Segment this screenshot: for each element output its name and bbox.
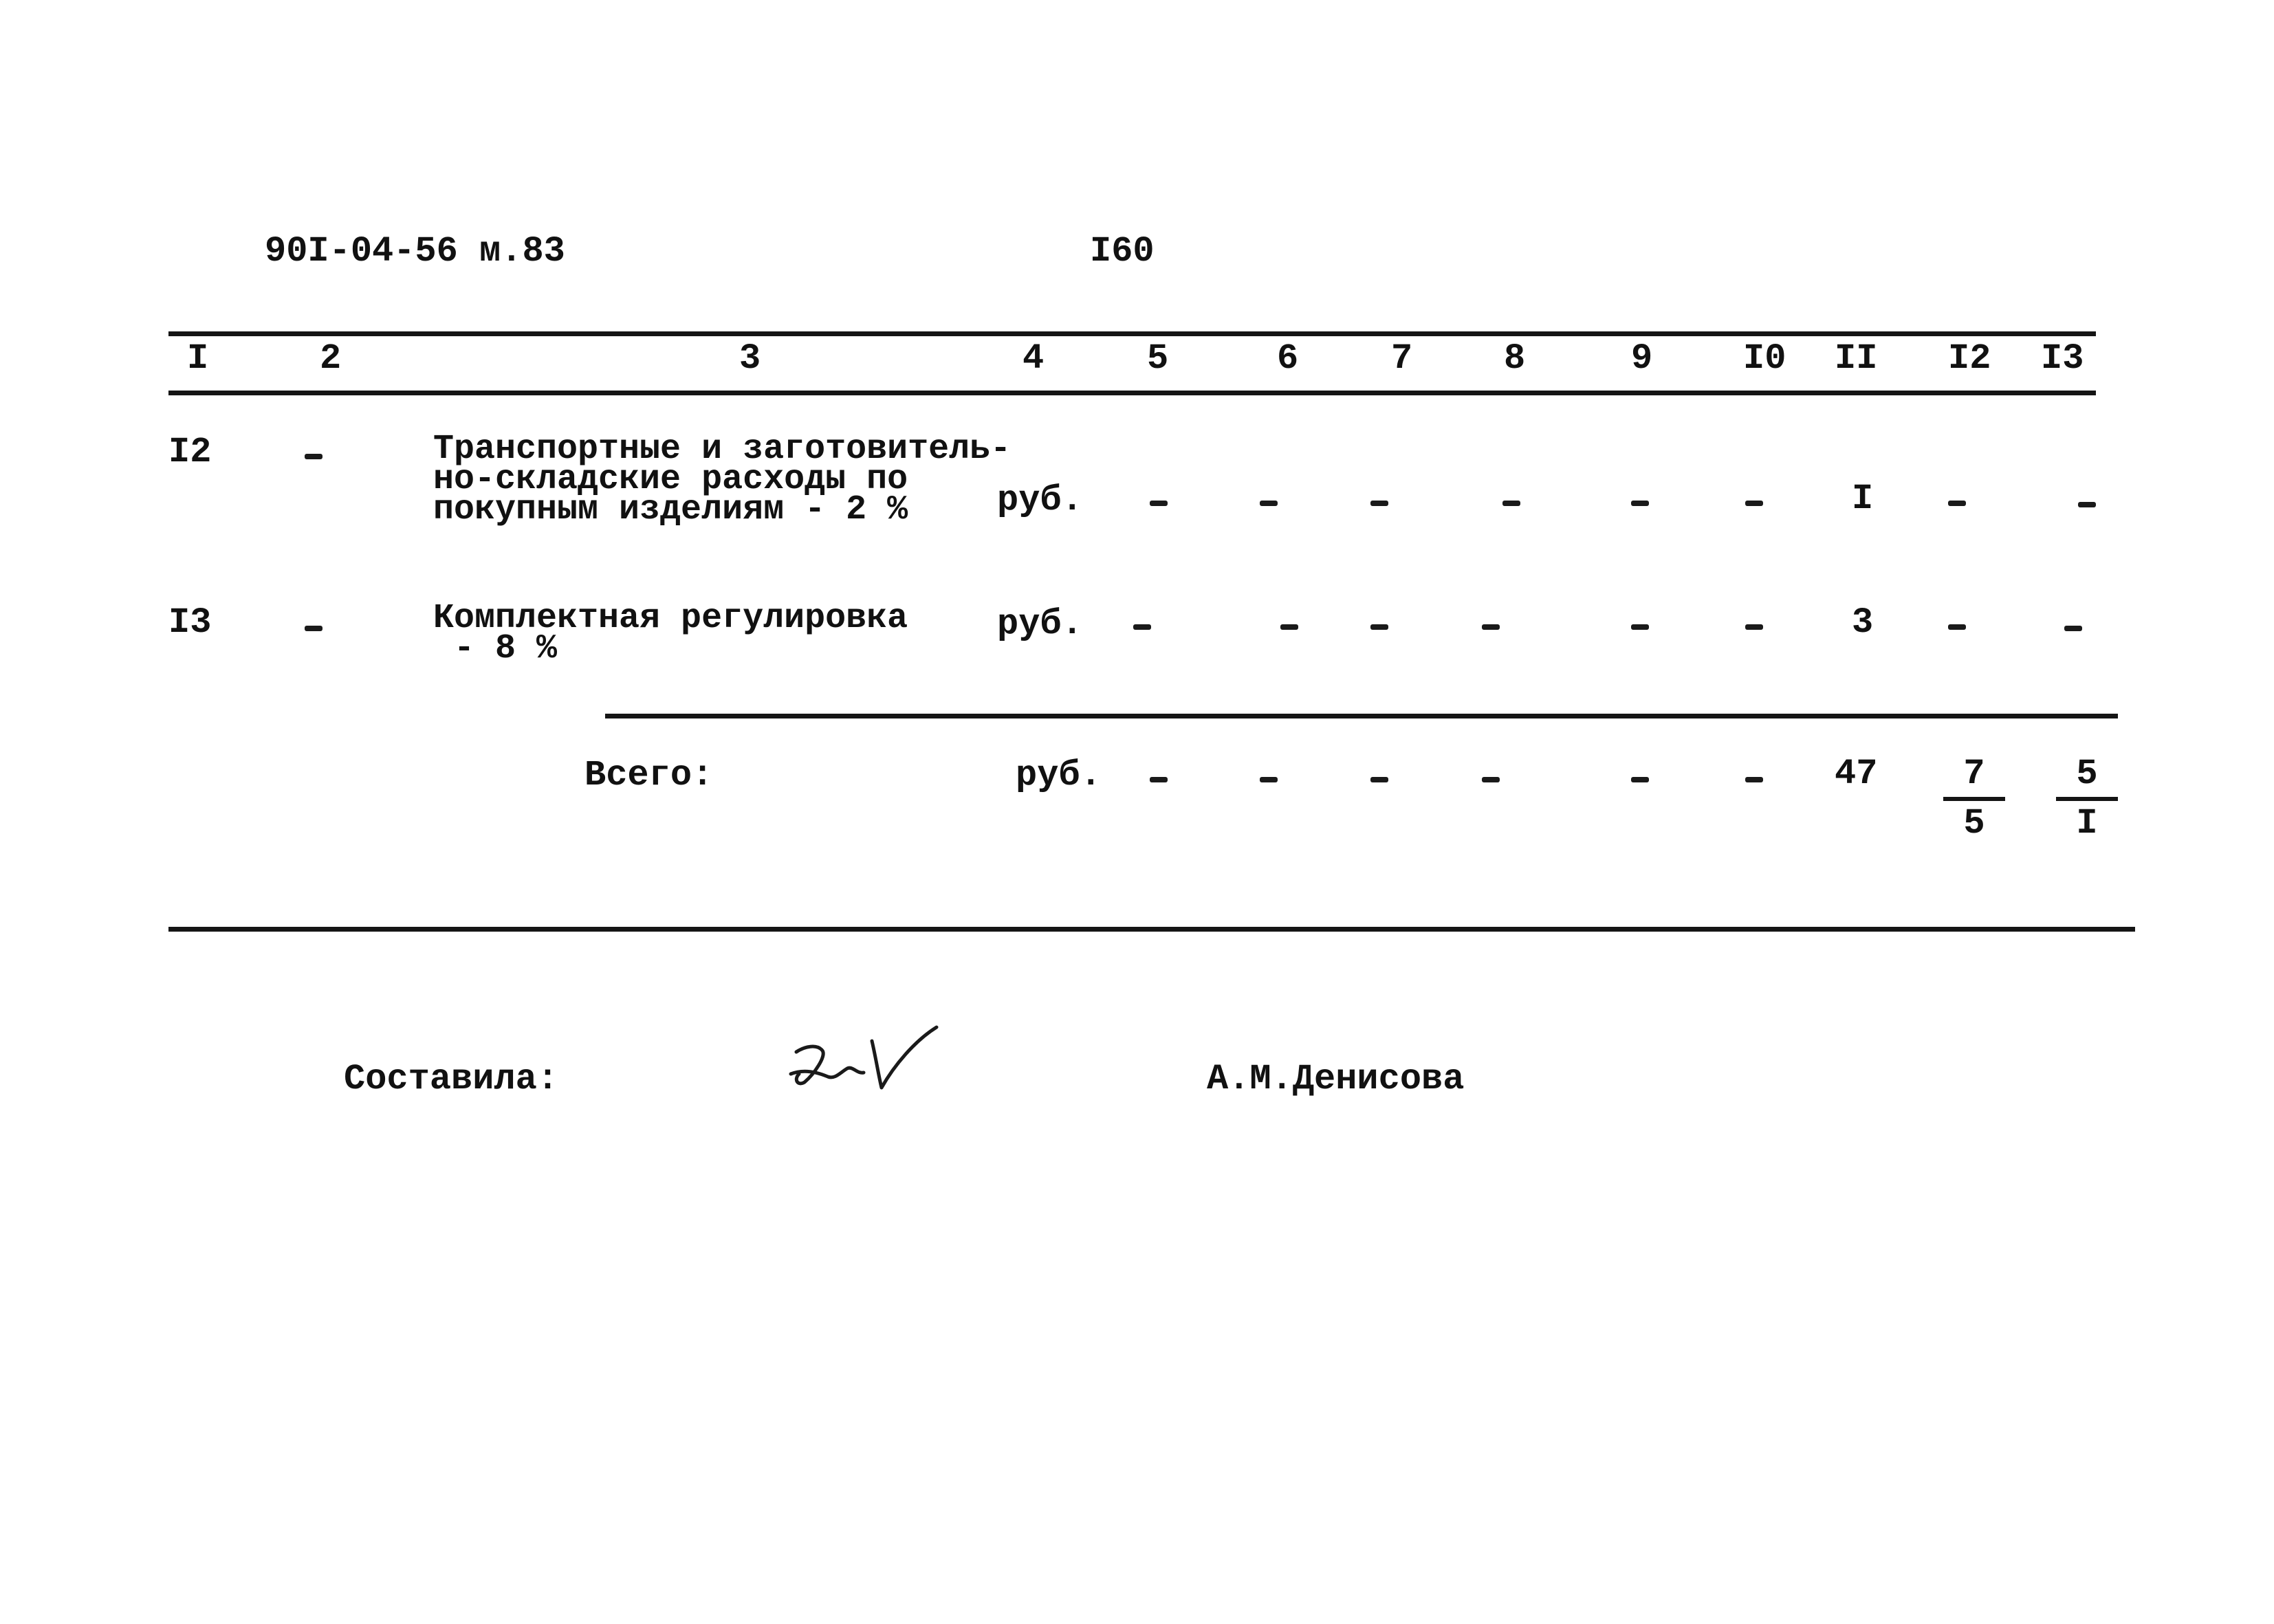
compiler-name: А.М.Денисова [1207, 1059, 1465, 1099]
fraction-denominator: 5 [1963, 803, 1985, 844]
row-unit: руб. [997, 604, 1083, 644]
total-fraction-col13 [2056, 753, 2118, 845]
table-bottom-rule [168, 927, 2135, 932]
column-header: 2 [320, 338, 342, 379]
code-dash [305, 454, 322, 459]
value-dash [1260, 501, 1278, 506]
row-number: I3 [168, 602, 212, 643]
column-header: 6 [1277, 338, 1299, 379]
value-dash [1745, 624, 1763, 630]
column-header: 3 [739, 338, 761, 379]
row-number: I2 [168, 432, 212, 472]
code-dash [305, 626, 322, 631]
fraction-numerator: 7 [1963, 754, 1985, 794]
value-dash [1133, 624, 1151, 630]
value-dash [1150, 777, 1168, 782]
total-rule [605, 714, 2118, 718]
value-dash [1948, 501, 1966, 506]
page-number: I60 [1090, 231, 1155, 272]
total-unit: руб. [1016, 755, 1102, 795]
column-header: I [187, 338, 209, 379]
value-dash [1745, 777, 1763, 782]
total-fraction-col12 [1943, 753, 2005, 845]
fraction-numerator: 5 [2076, 754, 2098, 794]
value-dash [2064, 626, 2082, 631]
value-dash [1280, 624, 1298, 630]
column-header: 5 [1147, 338, 1169, 379]
value-dash [1482, 624, 1500, 630]
column-header: 9 [1631, 338, 1653, 379]
column-header: I0 [1743, 338, 1786, 379]
signature [784, 1011, 949, 1114]
table-header-bottom-rule [168, 391, 2096, 395]
row-unit: руб. [997, 480, 1083, 520]
value-dash [1482, 777, 1500, 782]
value-dash [1745, 501, 1763, 506]
fraction-denominator: I [2076, 803, 2098, 844]
row-description: Транспортные и заготовитель- но-складские расходы по покупным изделиям - 2 % [433, 430, 1012, 529]
value-dash [1631, 501, 1649, 506]
table-top-rule [168, 331, 2096, 336]
value-dash [1260, 777, 1278, 782]
document-code: 90I-04-56 м.83 [265, 231, 565, 272]
column-header: 8 [1504, 338, 1526, 379]
value-dash [1948, 624, 1966, 630]
compiled-by-label: Составила: [344, 1059, 559, 1099]
column-header: II [1835, 338, 1878, 379]
total-label: Всего: [584, 755, 714, 795]
row-value: 3 [1852, 602, 1874, 643]
fraction-bar [1943, 797, 2005, 801]
value-dash [1631, 777, 1649, 782]
value-dash [1370, 501, 1388, 506]
column-header: I3 [2041, 338, 2084, 379]
column-header: 4 [1023, 338, 1045, 379]
value-dash [1502, 501, 1520, 506]
value-dash [1150, 501, 1168, 506]
value-dash [1370, 624, 1388, 630]
total-value: 47 [1835, 754, 1878, 794]
row-value: I [1852, 479, 1874, 519]
fraction-bar [2056, 797, 2118, 801]
column-header: 7 [1391, 338, 1413, 379]
value-dash [1631, 624, 1649, 630]
row-description: Комплектная регулировка - 8 % [433, 599, 908, 668]
value-dash [2078, 502, 2096, 507]
column-header: I2 [1948, 338, 1991, 379]
value-dash [1370, 777, 1388, 782]
